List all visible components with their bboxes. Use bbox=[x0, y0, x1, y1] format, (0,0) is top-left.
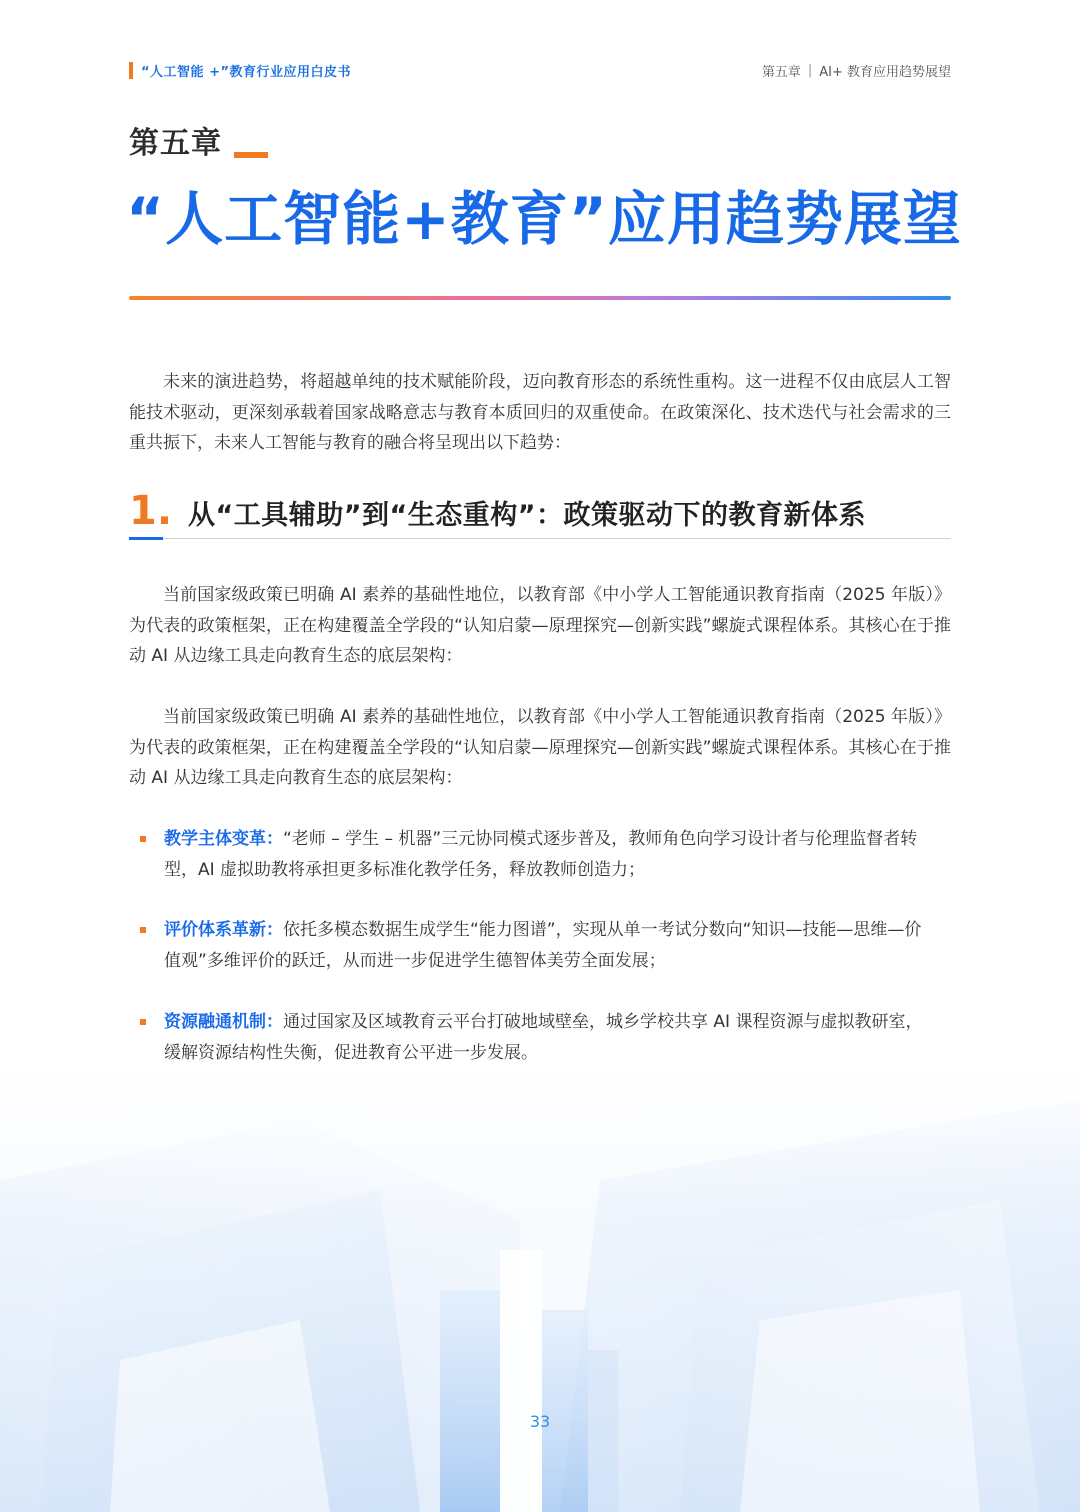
section-divider bbox=[129, 538, 951, 539]
list-item-body bbox=[164, 915, 930, 976]
header-chapter: 第五章 bbox=[761, 64, 801, 80]
list-item-label: 教学主体变革： bbox=[164, 829, 283, 849]
body-paragraph: 当前国家级政策已明确 AI 素养的基础性地位，以教育部《中小学人工智能通识教育指南（2025 年版）》为代表的政策框架，正在构建覆盖全学段的“认知启蒙—原理探究—创新实践”螺旋式课程体系。其核心在于推动 AI 从边缘工具走向教育生态的底层架构： bbox=[129, 585, 951, 666]
list-item bbox=[140, 1007, 930, 1068]
intro-paragraph: 未来的演进趋势，将超越单纯的技术赋能阶段，迈向教育形态的系统性重构。这一进程不仅由底层人工智能技术驱动，更深刻承载着国家战略意志与教育本质回归的双重使命。在政策深化、技术迭代与社会需求的三重共振下，未来人工智能与教育的融合将呈现出以下趋势： bbox=[129, 372, 951, 453]
list-item bbox=[140, 824, 930, 885]
bullet-square-icon bbox=[140, 836, 146, 842]
section-title: 从“工具辅助”到“生态重构”：政策驱动下的教育新体系 bbox=[188, 500, 867, 531]
bullet-square-icon bbox=[140, 927, 146, 933]
running-header-left bbox=[129, 60, 351, 80]
body-paragraph: 当前国家级政策已明确 AI 素养的基础性地位，以教育部《中小学人工智能通识教育指南（2025 年版）》为代表的政策框架，正在构建覆盖全学段的“认知启蒙—原理探究—创新实践”螺旋式课程体系。其核心在于推动 AI 从边缘工具走向教育生态的底层架构： bbox=[129, 707, 951, 788]
running-header-right bbox=[762, 60, 951, 80]
bullet-square-icon bbox=[140, 1019, 146, 1025]
section-divider-accent bbox=[129, 537, 163, 540]
list-item bbox=[140, 915, 930, 976]
section-heading bbox=[129, 489, 866, 538]
background-glass-art bbox=[0, 1060, 1080, 1512]
chapter-label-row bbox=[129, 126, 268, 162]
list-item-text: 依托多模态数据生成学生“能力图谱”，实现从单一考试分数向“知识—技能—思维—价值观”多维评价的跃迁，从而进一步促进学生德智体美劳全面发展； bbox=[164, 920, 922, 971]
list-item-body bbox=[164, 824, 930, 885]
chapter-title: “人工智能+教育”应用趋势展望 bbox=[126, 185, 962, 253]
header-section: AI+ 教育应用趋势展望 bbox=[819, 64, 951, 80]
header-accent-bar bbox=[129, 62, 133, 79]
list-item-label: 评价体系革新： bbox=[164, 920, 283, 940]
title-divider bbox=[129, 296, 951, 300]
list-item-text: “老师 – 学生 – 机器”三元协同模式逐步普及，教师角色向学习设计者与伦理监督者转型，AI 虚拟助教将承担更多标准化教学任务，释放教师创造力； bbox=[164, 829, 918, 880]
page-number: 33 bbox=[529, 1412, 551, 1431]
header-separator: | bbox=[807, 62, 813, 78]
document-title: “人工智能 +”教育行业应用白皮书 bbox=[141, 64, 352, 80]
list-item-label: 资源融通机制： bbox=[164, 1012, 283, 1032]
chapter-label: 第五章 bbox=[129, 126, 222, 161]
list-item-text: 通过国家及区域教育云平台打破地域壁垒，城乡学校共享 AI 课程资源与虚拟教研室，缓解资源结构性失衡，促进教育公平进一步发展。 bbox=[164, 1012, 923, 1063]
section-number: 1. bbox=[129, 488, 173, 534]
list-item-body bbox=[164, 1007, 930, 1068]
chapter-accent-bar bbox=[234, 152, 268, 158]
